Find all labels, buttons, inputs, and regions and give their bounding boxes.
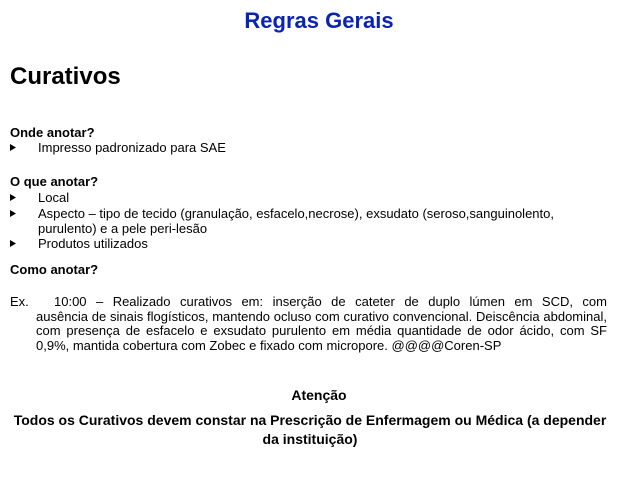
example-prefix: Ex. (10, 294, 29, 309)
slide-title: Regras Gerais (244, 8, 394, 33)
section-heading: Curativos (10, 63, 121, 90)
how-label: Como anotar? (10, 262, 99, 277)
where-label: Onde anotar? (10, 125, 95, 140)
attention-title: Atenção (291, 387, 347, 403)
bullet-arrow-icon (10, 144, 16, 151)
bullet-arrow-icon (10, 210, 16, 217)
what-label: O que anotar? (10, 174, 99, 189)
what-item-text: Local (38, 190, 70, 205)
example-rest: ausência de sinais flogísticos, mantendo ocluso com curativo convencional. Deiscência abdominal, com presença de esfacelo e exsudato purulento em média quantidade de odor ácido, com SF 0,9%, mantida cobertura com Zobec e fixado com micropore. @@@@Coren-SP (36, 308, 607, 353)
what-item-text: Produtos utilizados (38, 236, 148, 251)
bullet-arrow-icon (10, 194, 16, 201)
where-item-text: Impresso padronizado para SAE (38, 140, 226, 155)
bullet-arrow-icon (10, 240, 16, 247)
what-item-text: Aspecto – tipo de tecido (granulação, esfacelo,necrose), exsudato (seroso,sanguinolento, purulento) e a pele peri-lesão (38, 206, 554, 236)
example-first-line: 10:00 – Realizado curativos em: inserção de cateter de duplo lúmen em SCD, com (54, 294, 607, 309)
attention-text: Todos os Curativos devem constar na Prescrição de Enfermagem ou Médica (a depender da instituição) (13, 412, 607, 447)
